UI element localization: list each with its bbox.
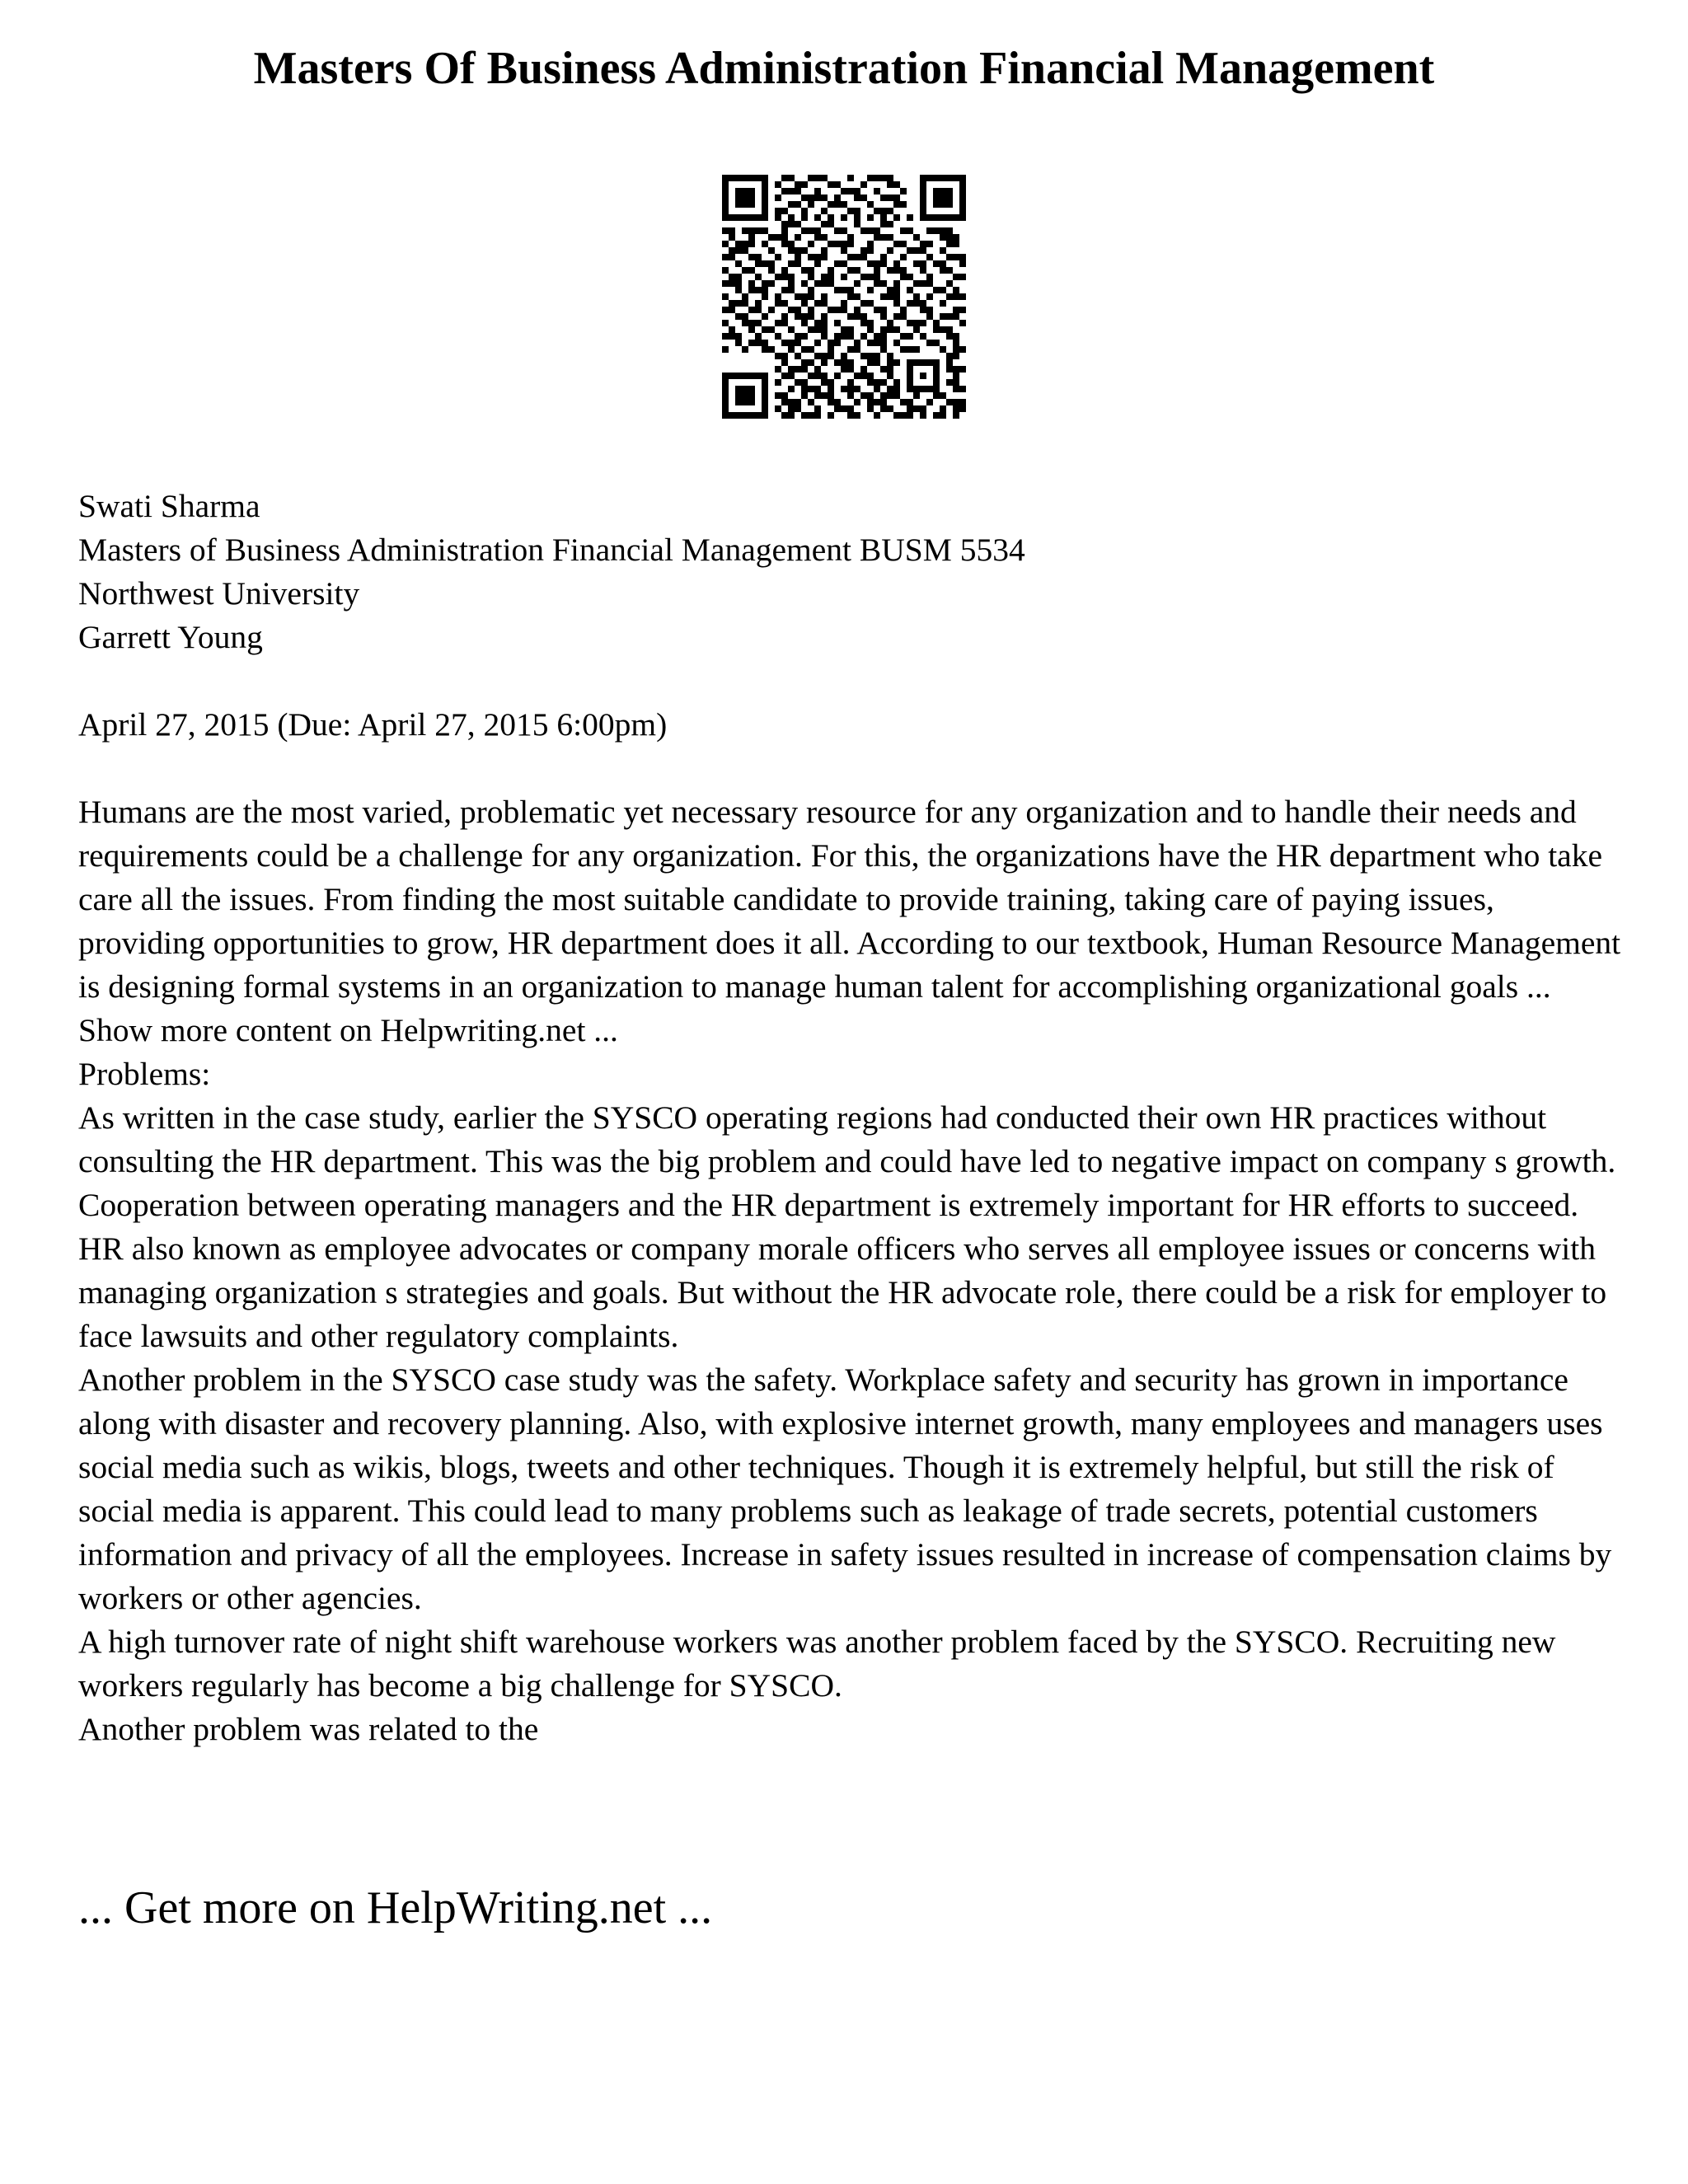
problems-heading: Problems: <box>78 1056 211 1092</box>
author-name: Swati Sharma <box>78 488 260 524</box>
paragraph-hr-practices: As written in the case study, earlier the SYSCO operating regions had conducted their own HR practices without consulting the HR department. This was the big problem and could have led to negative impact on company s growth. Cooperation between operating managers and the HR department is extremely important for HR efforts to succeed. HR also known as employee advocates or company morale officers who serves all employee issues or concerns with managing organization s strategies and goals. But without the HR advocate role, there could be a risk for employer to face lawsuits and other regulatory complaints. <box>78 1099 1616 1354</box>
date-line: April 27, 2015 (Due: April 27, 2015 6:00pm) <box>78 706 668 743</box>
get-more-link[interactable]: ... Get more on HelpWriting.net ... <box>78 1882 713 1933</box>
document-body <box>78 485 1628 1751</box>
qr-code-icon <box>722 175 966 419</box>
paragraph-turnover: A high turnover rate of night shift warehouse workers was another problem faced by the SYSCO. Recruiting new workers regularly has become a big challenge for SYSCO. <box>78 1624 1556 1704</box>
instructor-name: Garrett Young <box>78 619 263 655</box>
paragraph-safety: Another problem in the SYSCO case study was the safety. Workplace safety and security has grown in importance along with disaster and recovery planning. Also, with explosive internet growth, many employees and managers uses social media such as wikis, blogs, tweets and other techniques. Though it is extremely helpful, but still the risk of social media is apparent. This could lead to many problems such as leakage of trade secrets, potential customers information and privacy of all the employees. Increase in safety issues resulted in increase of compensation claims by workers or other agencies. <box>78 1361 1612 1616</box>
spacer <box>78 659 1628 703</box>
spacer <box>78 747 1628 790</box>
course-name: Masters of Business Administration Financial Management BUSM 5534 <box>78 532 1025 568</box>
document-title: Masters Of Business Administration Financial Management <box>253 43 1435 94</box>
intro-paragraph: Humans are the most varied, problematic yet necessary resource for any organization and to handle their needs and requirements could be a challenge for any organization. For this, the organizations have the HR department who take care all the issues. From finding the most suitable candidate to provide training, taking care of paying issues, providing opportunities to grow, HR department does it all. According to our textbook, Human Resource Management is designing formal systems in an organization to manage human talent for accomplishing organizational goals ... Show more content on Helpwriting.net ... <box>78 794 1621 1048</box>
paragraph-truncated: Another problem was related to the <box>78 1711 539 1747</box>
university-name: Northwest University <box>78 575 360 612</box>
